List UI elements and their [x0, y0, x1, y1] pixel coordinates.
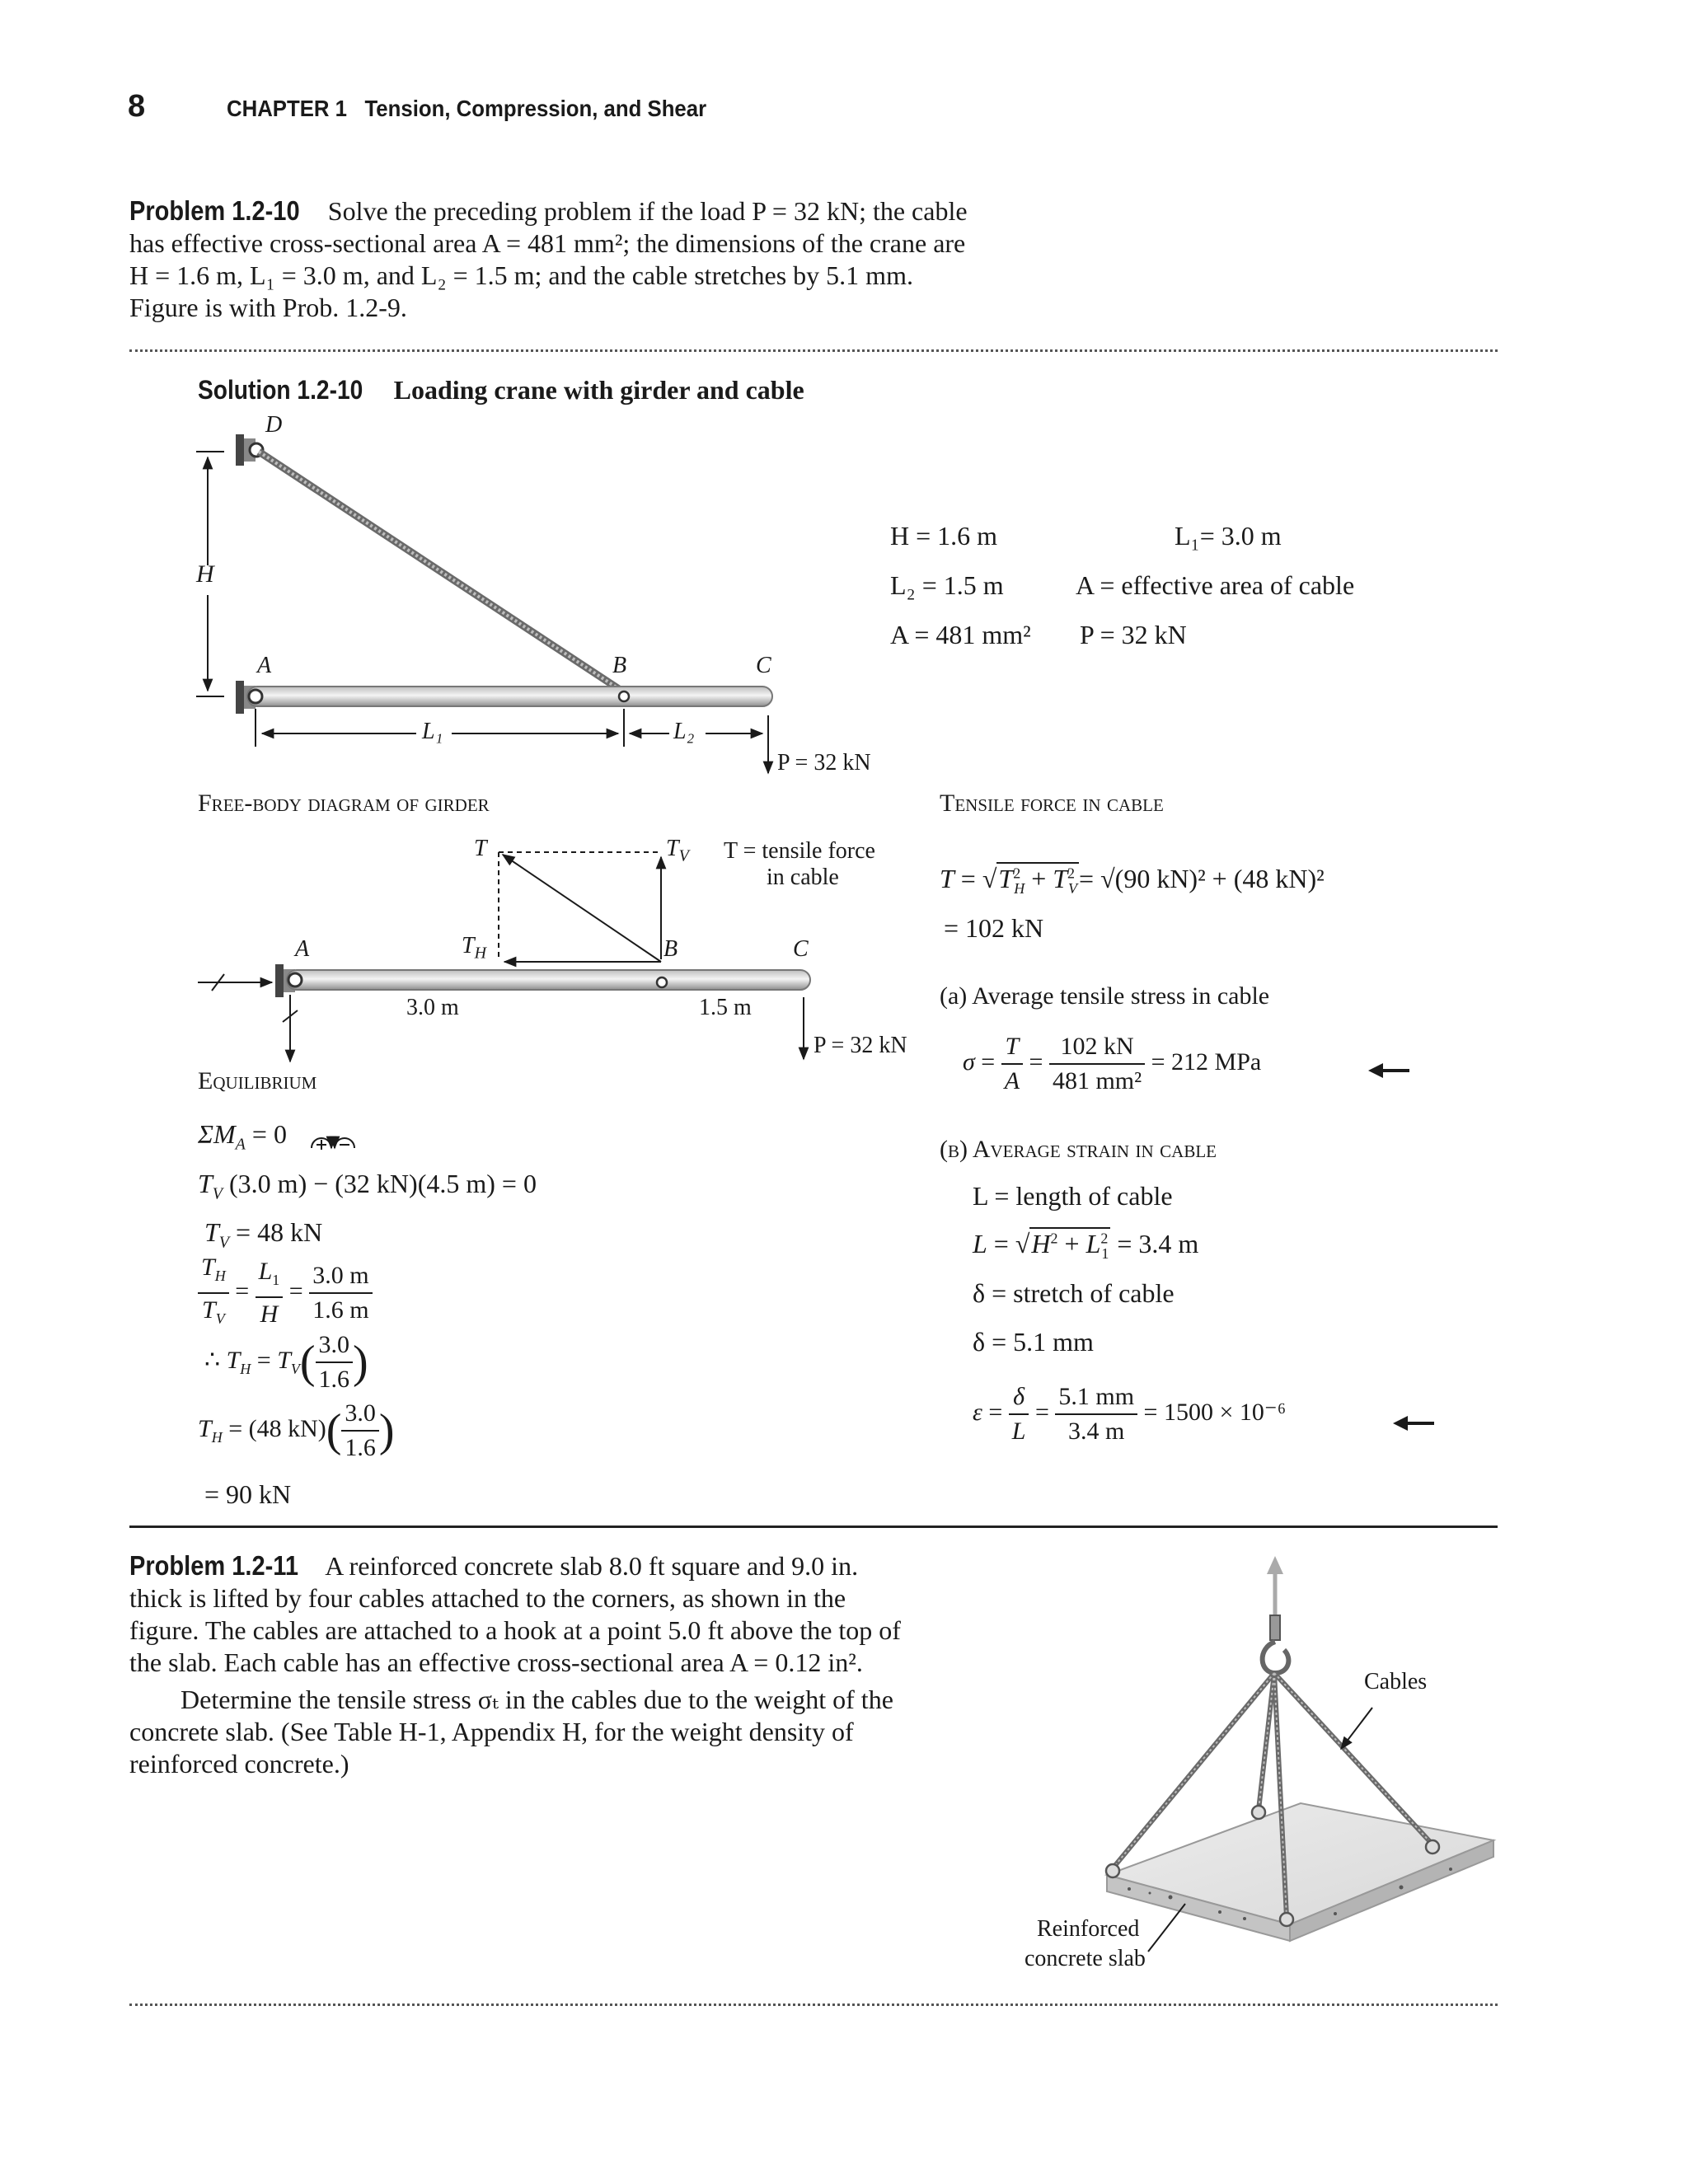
- stress-heading: (a) Average tensile stress in cable: [940, 982, 1270, 1010]
- fbd-load-p: P = 32 kN: [814, 1033, 907, 1058]
- solution-heading: Loading crane with girder and cable: [393, 375, 804, 405]
- th-result: = 90 kN: [204, 1479, 292, 1509]
- tensile-eq-rhs: = √(90 kN)² + (48 kN)²: [1079, 864, 1325, 893]
- strain-l-def: L = length of cable: [973, 1181, 1173, 1211]
- given-h: H = 1.6 m: [890, 521, 998, 551]
- tensile-result: = 102 kN: [944, 913, 1044, 943]
- ratio-num: 3.0 m: [309, 1259, 372, 1294]
- given-a-desc: A = effective area of cable: [1076, 570, 1355, 600]
- th-formula: ∴ $T_H = T_V$( $\frac{3.0}{1.6}$ ): [204, 1329, 368, 1396]
- strain-l-rhs: = 3.4 m: [1117, 1229, 1199, 1258]
- cable-strands: [259, 452, 627, 692]
- label-load-p: P = 32 kN: [777, 750, 871, 776]
- stress-eq: σ = $\frac{T}{A}$ = $\frac{102 kN}{\text{481 mm²}}$ = 212 MPa: [963, 1030, 1261, 1098]
- fbd-th: T: [462, 933, 475, 958]
- label-l1: L₁: [422, 719, 443, 744]
- strain-delta-def: δ = stretch of cable: [973, 1278, 1175, 1308]
- label-c: C: [756, 653, 771, 678]
- given-l1: L₁= 3.0 m: [1175, 521, 1282, 551]
- strain-num: 5.1 mm: [1055, 1380, 1137, 1415]
- problem-text: Solve the preceding problem if the load P = 32 kN; the cable has effective cross-sectional area A = 481 mm²; the dimensions of the crane are H = 1.6 m, L₁ = 3.0 m, and L₂ = 1.5 m; and the cable stretches by 5.1 mm. Figure is with Prob. 1.2-9.: [129, 196, 968, 322]
- fbd-note-2: in cable: [767, 865, 839, 890]
- problem-label: Problem 1.2-10: [129, 195, 300, 226]
- tv-result-text: = 48 kN: [236, 1217, 323, 1247]
- chapter-title: Tension, Compression, and Shear: [364, 96, 707, 121]
- label-h: H: [196, 560, 214, 588]
- answer-arrows: [1368, 1063, 1434, 1431]
- fbd-label-a: A: [295, 936, 310, 962]
- divider-dotted-bottom: [129, 2004, 1498, 2006]
- fbd-tv: T: [666, 836, 679, 861]
- moment-rhs: = 0: [251, 1119, 287, 1149]
- tensile-heading: Tensile force in cable: [940, 790, 1164, 817]
- th-sub-num: 3.0: [341, 1397, 379, 1432]
- problem-1-2-11: [129, 1549, 904, 1780]
- th-frac-num: 3.0: [316, 1329, 354, 1363]
- fig-label-slab-1: Reinforced: [1037, 1916, 1140, 1942]
- fbd-t: T: [474, 836, 487, 861]
- divider-solid: [129, 1526, 1498, 1528]
- label-a: A: [257, 653, 272, 678]
- fbd-note: T = tensile force: [724, 838, 875, 864]
- fig-label-cables: Cables: [1364, 1669, 1428, 1694]
- eq-1-text: (3.0 m) − (32 kN)(4.5 m) = 0: [229, 1169, 537, 1198]
- fbd-heading: Free-body diagram of girder: [198, 790, 490, 817]
- fig-label-slab-2: concrete slab: [1025, 1946, 1146, 1971]
- fbd-girder: [275, 964, 810, 997]
- given-l2: L₂ = 1.5 m: [890, 570, 1004, 600]
- label-b: B: [612, 653, 627, 678]
- given-a: A = 481 mm²: [890, 620, 1031, 649]
- stress-den: 481 mm²: [1052, 1067, 1142, 1094]
- fbd-th-sub: H: [474, 944, 487, 963]
- th-eq-text: = (48 kN): [228, 1414, 326, 1442]
- page-number: 8: [128, 89, 146, 124]
- therefore-symbol: ∴: [204, 1346, 221, 1374]
- fbd-dim-1: 3.0 m: [406, 995, 459, 1020]
- fbd-label-c: C: [793, 936, 809, 962]
- girder: [236, 681, 772, 714]
- moment-symbol: ΣM: [198, 1119, 236, 1149]
- label-d: D: [265, 412, 283, 438]
- moment-sub: A: [235, 1135, 246, 1154]
- strain-den: 3.4 m: [1068, 1418, 1125, 1445]
- th-substitution: $T_H = (48$ kN)( $\frac{3.0}{1.6}$ ): [198, 1397, 395, 1465]
- th-sub-den: 1.6: [345, 1434, 376, 1461]
- equilibrium-heading: Equilibrium: [198, 1067, 317, 1094]
- slab-figure: [1106, 1556, 1493, 1952]
- fbd-tv-sub: V: [678, 846, 689, 865]
- stress-result: = 212 MPa: [1151, 1047, 1262, 1076]
- fbd-force-triangle: [499, 852, 661, 962]
- solution-label: Solution 1.2-10: [198, 375, 363, 405]
- strain-result: = 1500 × 10⁻⁶: [1143, 1398, 1287, 1426]
- problem-2-label: Problem 1.2-11: [129, 1550, 298, 1581]
- moment-sign-icon: [312, 1138, 354, 1150]
- th-frac-den: 1.6: [318, 1366, 350, 1393]
- moment-eq: [198, 1119, 287, 1154]
- problem-2-text-1: A reinforced concrete slab 8.0 ft square and 9.0 in. thick is lifted by four cables attached to the corners, as shown in the figure. The cables are attached to a hook at a point 5.0 ft above the top of the slab. Each cable has an effective cross-sectional area A = 0.12 in².: [129, 1551, 901, 1677]
- label-l2: L₂: [673, 719, 695, 744]
- tv-result: $T_V = 48$ kN: [204, 1217, 323, 1252]
- strain-l-calc: $L = √H^2 + L^2_1 = 3.4$ m: [973, 1229, 1199, 1263]
- strain-eq: ε = $\frac{\delta}{L}$ = $\frac{5.1 mm}{3.4 m}$ = 1500 × 10⁻⁶: [973, 1380, 1286, 1448]
- problem-2-text-2: Determine the tensile stress σₜ in the cables due to the weight of the concrete slab. (See Table H-1, Appendix H, for the weight density of reinforced concrete.): [129, 1685, 893, 1779]
- chapter-label: CHAPTER 1: [227, 96, 348, 121]
- stress-num: 102 kN: [1049, 1030, 1145, 1065]
- tensile-eq: $T = √T^2_H + T^2_V= √(90$ kN)² + (48 kN)²: [940, 864, 1325, 898]
- strain-heading: (b) Average strain in cable: [940, 1136, 1217, 1163]
- given-p: P = 32 kN: [1080, 620, 1187, 649]
- fbd-label-b: B: [663, 936, 678, 962]
- strain-delta-val: δ = 5.1 mm: [973, 1327, 1094, 1357]
- eq-1: $T_V$ (3.0 m) − (32 kN)(4.5 m) = 0: [198, 1169, 537, 1203]
- ratio-den: 1.6 m: [312, 1296, 369, 1324]
- wall-support-d: [236, 434, 263, 466]
- fbd-dim-2: 1.5 m: [699, 995, 752, 1020]
- ratio-eq: $\frac{T_H}{T_V}$ = $\frac{L_1}{H}$ = $\frac{3.0 m}{1.6 m}$: [198, 1251, 373, 1335]
